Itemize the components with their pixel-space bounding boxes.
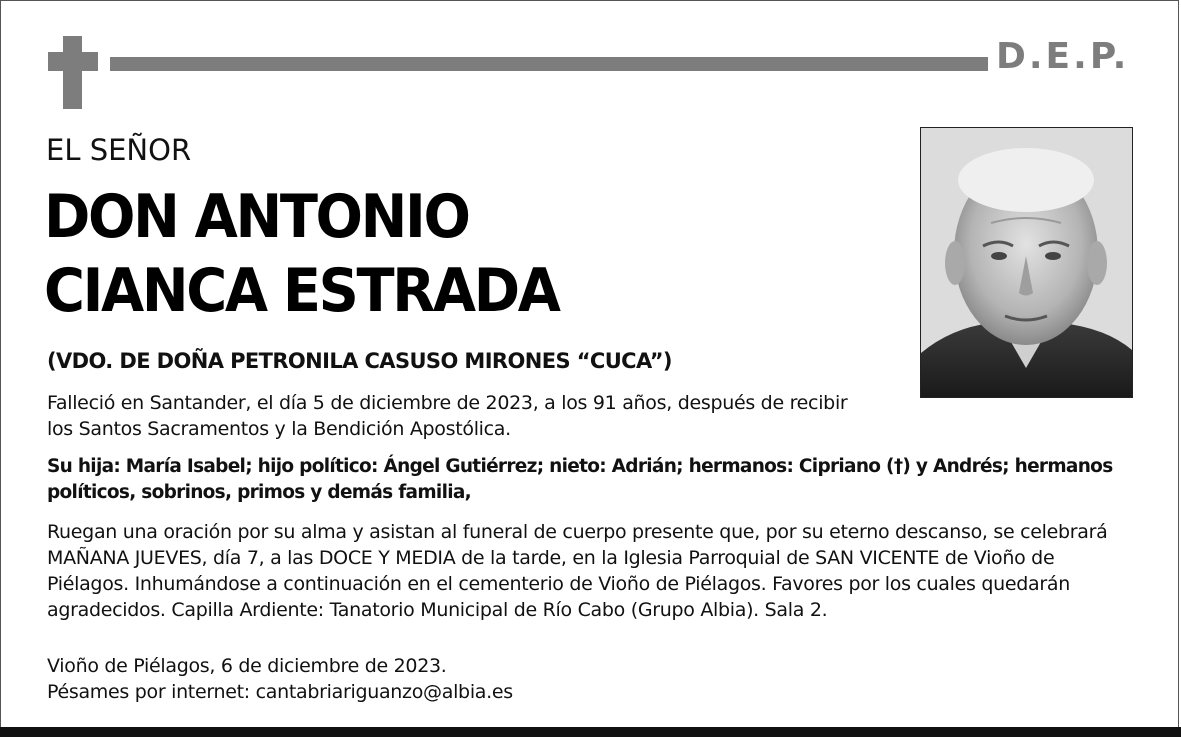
widower-of: (VDO. DE DOÑA PETRONILA CASUSO MIRONES “CUCA”) <box>47 349 672 373</box>
dep-label: D.E.P. <box>996 36 1130 77</box>
closing-block <box>47 653 947 705</box>
honorific: EL SEÑOR <box>46 133 192 167</box>
cross-icon-bar <box>48 52 98 71</box>
place-date: Vioño de Piélagos, 6 de diciembre de 2023. <box>47 655 447 677</box>
condolences-line: Pésames por internet: cantabriariguanzo@albia.es <box>47 681 513 703</box>
portrait-icon <box>921 128 1132 397</box>
family-paragraph: Su hija: María Isabel; hijo político: Ángel Gutiérrez; nieto: Adrián; hermanos: Cipriano (†) y Andrés; hermanos políticos, sobrinos, primos y demás familia, <box>47 456 1113 503</box>
header-rule <box>110 57 988 71</box>
cross-icon <box>63 36 82 109</box>
bottom-bar <box>0 727 1181 737</box>
portrait-photo <box>920 127 1133 398</box>
death-paragraph: Falleció en Santander, el día 5 de diciembre de 2023, a los 91 años, después de recibir los Santos Sacramentos y la Bendición Apostólica. <box>47 392 848 440</box>
deceased-name <box>44 180 559 328</box>
name-line-2: CIANCA ESTRADA <box>44 256 559 326</box>
funeral-paragraph: Ruegan una oración por su alma y asistan al funeral de cuerpo presente que, por su eterno descanso, se celebrará MAÑANA JUEVES, día 7, a las DOCE Y MEDIA de la tarde, en la Iglesia Parroquial de SAN VICENTE de Vioño de Piélagos. Inhumándose a continuación en el cementerio de Vioño de Piélagos. Favores por los cuales quedarán agradecidos. Capilla Ardiente: Tanatorio Municipal de Río Cabo (Grupo Albia). Sala 2. <box>47 521 1108 621</box>
name-line-1: DON ANTONIO <box>44 182 469 252</box>
